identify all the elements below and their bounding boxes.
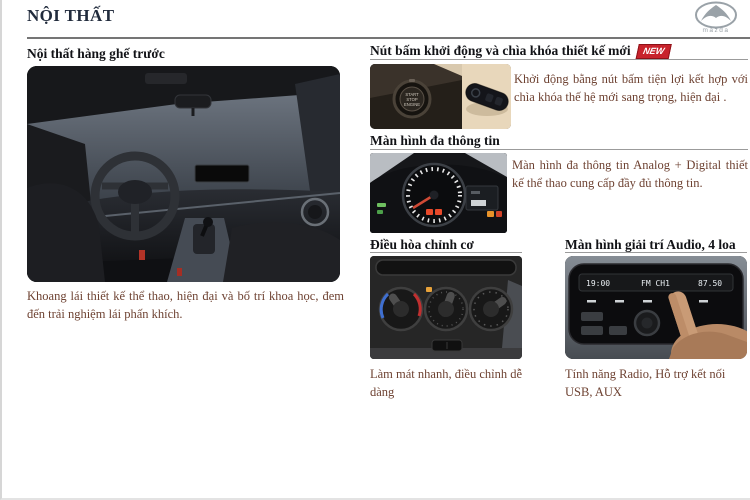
new-badge: NEW — [635, 44, 671, 59]
interior-caption: Khoang lái thiết kế thể thao, hiện đại và bố trí khoa học, đem đến trải nghiệm lái phấn khích. — [27, 289, 344, 321]
push-start-caption: Khởi động bằng nút bấm tiện lợi kết hợp với chìa khóa thế hệ mới sang trọng, hiện đại . — [514, 72, 748, 104]
page-title: NỘI THẤT — [27, 6, 115, 25]
brand — [688, 1, 744, 37]
start-button-key-photo — [370, 64, 511, 129]
interior-photo — [27, 66, 340, 282]
instrument-cluster-photo — [370, 153, 507, 233]
multi-info-caption: Màn hình đa thông tin Analog + Digital thiết kế thể thao cung cấp đầy đủ thông tin. — [512, 158, 748, 190]
start-button-line3: ENGINE — [403, 102, 421, 107]
section-title-multi-info: Màn hình đa thông tin — [370, 133, 500, 148]
manual-ac-divider — [370, 252, 522, 253]
push-start-divider — [370, 59, 748, 60]
audio-unit-photo — [565, 256, 747, 359]
radio-band-display: FM CH1 — [641, 279, 670, 288]
multi-info-divider — [370, 149, 748, 150]
mazda-logo-icon — [688, 1, 744, 29]
manual-ac-caption: Làm mát nhanh, điều chỉnh dễ dàng — [370, 367, 523, 399]
climate-control-photo — [370, 256, 522, 359]
brand-name: mazda — [702, 27, 730, 34]
audio-caption: Tính năng Radio, Hỗ trợ kết nối USB, AUX — [565, 367, 726, 399]
radio-time-display: 19:00 — [586, 279, 611, 288]
section-title-push-start — [370, 43, 670, 60]
section-title-front-interior: Nội thất hàng ghế trước — [27, 46, 165, 61]
push-start-title-text: Nút bấm khởi động và chìa khóa thiết kế mới — [370, 43, 631, 58]
start-button-line1: START — [405, 92, 419, 97]
header-divider — [27, 37, 750, 39]
start-button-line2: STOP — [406, 97, 418, 102]
section-title-manual-ac: Điều hòa chỉnh cơ — [370, 237, 474, 252]
radio-frequency-display: 87.50 — [698, 279, 723, 288]
section-title-audio: Màn hình giải trí Audio, 4 loa — [565, 237, 736, 252]
audio-divider — [565, 252, 747, 253]
